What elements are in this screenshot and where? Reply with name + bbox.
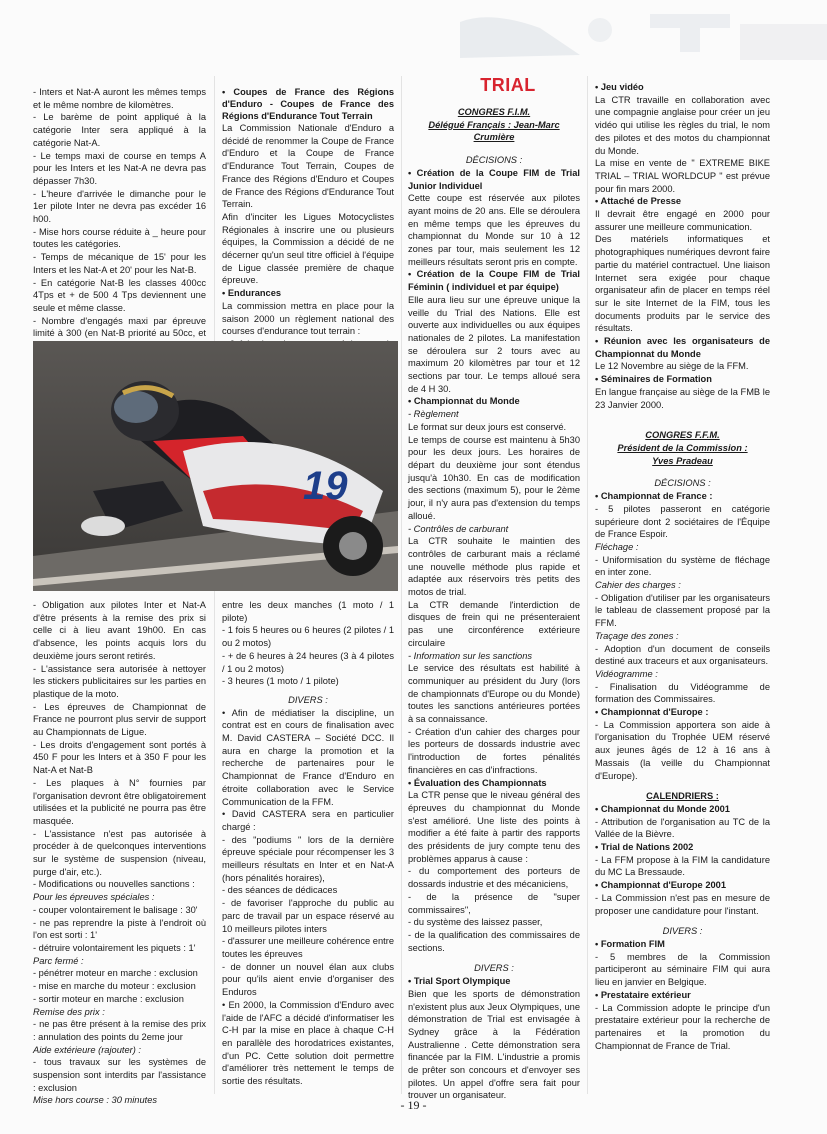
column-1-bottom xyxy=(33,599,206,1107)
divers-heading: DIVERS : xyxy=(288,694,328,705)
paragraph: - Les droits d'engagement sont portés à 450 F pour les Inters et à 350 F pour les Nat-A et Nat-B xyxy=(33,739,206,776)
paragraph: - de donner un nouvel élan aux clubs pour qu'ils aient envie d'organiser des Enduros xyxy=(222,961,394,998)
paragraph: - Nombre d'engagés maxi par épreuve limité à 300 (en Nat-B priorité au 50cc, et xyxy=(33,315,206,339)
paragraph: Traçage des zones : xyxy=(595,630,679,641)
congres-fim-heading: CONGRES F.I.M. xyxy=(457,107,531,117)
paragraph: - Information sur les sanctions xyxy=(408,650,533,661)
paragraph: • Formation FIM xyxy=(595,939,665,949)
paragraph: - d'assurer une meilleure cohérence entre toutes les épreuves xyxy=(222,936,394,959)
paragraph: entre les deux manches (1 moto / 1 pilote) xyxy=(222,600,394,623)
paragraph: • Championnat du Monde xyxy=(408,396,520,407)
svg-text:19: 19 xyxy=(303,464,348,508)
paragraph: - Obligation aux pilotes Inter et Nat-A d'être présents à la remise des prix si celle ci à lieu avant 19h00. En cas d'absence, les points acquis lors du deuxième jours seront retirés. xyxy=(33,600,206,661)
paragraph: Afin d'inciter les Ligues Motocyclistes Régionales à inscrire une ou plusieurs équipes, la Commission a décidé de ne décerner qu'un seul titre officiel à l'équipe de Ligue classée première de chaque épreuve. xyxy=(222,211,394,286)
paragraph: - L'assistance sera autorisée à nettoyer les stickers publicitaires sur les parties en plastique de la moto. xyxy=(33,663,206,699)
column-4 xyxy=(595,81,770,1052)
paragraph: - pénétrer moteur en marche : exclusion xyxy=(33,968,198,979)
paragraph: La CTR travaille en collaboration avec une compagnie anglaise pour créer un jeu vidéo qui utilise les règles du trial, le nom des pilotes et des motos du championnat du Monde. xyxy=(595,94,770,156)
paragraph: Bien que les sports de démonstration n'existent plus aux Jeux Olympiques, une démonstration de Trial est envisagée à Sydney grâce à la Fédération Australienne . Cette démonstration sera financée par la FIM. L'industrie a promis de prêter son concours et d'envoyer ses pilotes. Un appel d'offre sera fait pour trouver un organisateur. xyxy=(408,988,580,1101)
paragraph: • Jeu vidéo xyxy=(595,82,644,92)
paragraph: Vidéogramme : xyxy=(595,668,658,679)
paragraph: - Les épreuves de Championnat de France ne pourront plus servir de support au Championnats de Ligue. xyxy=(33,701,206,738)
paragraph: - La Commission adopte le principe d'un prestataire extérieur pour la recherche de partenaires et la promotion du Championnat de France de Trial. xyxy=(595,1002,770,1051)
paragraph: Parc fermé : xyxy=(33,955,84,966)
decisions-heading: DÉCISIONS : xyxy=(465,155,523,166)
paragraph: - 5 membres de la Commission participeront au séminaire FIM qui aura lieu en janvier en Belgique. xyxy=(595,951,770,988)
paragraph: - Mise hors course réduite à _ heure pour toutes les catégories. xyxy=(33,226,206,250)
paragraph: • Attaché de Presse xyxy=(595,196,682,207)
paragraph: Elle aura lieu sur une épreuve unique la veille du Trial des Nations. Elle est ouverte aux individuelles ou aux équipes nationales de 2 pilotes. La manifestation se déroulera sur 2 tours avec au maximum 20 kilomètres par tour et 12 sections par tour. Le temps alloué sera de 4 H 30. xyxy=(408,294,580,394)
paragraph: Pour les épreuves spéciales : xyxy=(33,892,155,903)
paragraph: - Inters et Nat-A auront les mêmes temps et le même nombre de kilomètres. xyxy=(33,87,206,110)
paragraph: - sortir moteur en marche : exclusion xyxy=(33,993,184,1004)
endurances-heading: • Endurances xyxy=(222,288,282,299)
paragraph: - tous travaux sur les systèmes de suspension sont interdits par l'assistance : exclusion xyxy=(33,1057,206,1093)
paragraph: • Championnat d'Europe : xyxy=(595,707,709,718)
paragraph: - couper volontairement le balisage : 30' xyxy=(33,904,198,915)
paragraph: En langue française au siège de la FMB le 23 Janvier 2000. xyxy=(595,386,770,410)
paragraph: Des matériels informatiques et photographiques numériques devront faire partie du matériel contractuel. Une liaison Internet sera exigée pour chaque organisateur afin de placer en temps réel sur le site Internet de la FIM, tous les documents produits par le service des résultats. xyxy=(595,234,770,334)
paragraph: La Commission Nationale d'Enduro a décidé de renommer la Coupe de France d'Enduro et la Coupe de France d'Endurance Tout Terrain, Coupes de France des Régions d'Enduro et Coupes de France des Régions d'Endurance Tout Terrain. xyxy=(222,123,394,210)
paragraph: • Création de la Coupe FIM de Trial Junior Individuel xyxy=(408,167,580,191)
column-3 xyxy=(408,106,580,1102)
column-divider xyxy=(401,76,402,1094)
paragraph: La CTR souhaite le maintien des contrôles de carburant mais a réclamé une nouvelle méthode plus rapide et adaptée aux réservoirs très petits des motos de trial. xyxy=(408,536,580,598)
paragraph: Cette coupe est réservée aux pilotes ayant moins de 20 ans. Elle se déroulera en même temps que les épreuves du championnat du Monde sur 10 à 12 zones par tour, mais seulement les 12 meilleurs résultats seront pris en compte. xyxy=(408,193,580,267)
calendriers-heading: CALENDRIERS : xyxy=(646,791,719,802)
paragraph: - Modifications ou nouvelles sanctions : xyxy=(33,879,195,890)
paragraph: - des "podiums " lors de la dernière épreuve spéciale pour récompenser les 3 meilleurs résultats en Inter et en Nat-A (hors pénalités horaires), xyxy=(222,834,394,883)
paragraph: - des séances de dédicaces xyxy=(222,885,338,896)
column-1-top xyxy=(33,86,206,353)
paragraph: - Le barème de point appliqué à la catégorie Inter sera appliqué à la catégorie Nat-A. xyxy=(33,112,206,148)
paragraph: Fléchage : xyxy=(595,541,639,552)
paragraph: - mise en marche du moteur : exclusion xyxy=(33,981,196,992)
enduro-heading: • Coupes de France des Régions d'Enduro - Coupes de France des Régions d'Endurance Tout Terrain xyxy=(222,87,394,121)
divers-heading: DIVERS : xyxy=(474,963,514,974)
paragraph: - En catégorie Nat-B les classes 400cc 4Tps et + de 500 4 Tps deviennent une seule et même classe. xyxy=(33,277,206,313)
column-2-top xyxy=(222,86,394,363)
paragraph: - + de 6 heures à 24 heures (3 à 4 pilotes / 1 ou 2 motos) xyxy=(222,650,394,674)
paragraph: - 3 heures (1 moto / 1 pilote) xyxy=(222,676,339,687)
paragraph: - Temps de mécanique de 15' pour les Inters et les Nat-A et 20' pour les Nat-B. xyxy=(33,252,206,275)
president-name: Yves Pradeau xyxy=(652,455,713,466)
paragraph: - L'assistance n'est pas autorisée à procéder à de quelconques interventions sur le système de suspension (niveau, purge d'air, etc.). xyxy=(33,828,206,877)
decisions-heading: DÉCISIONS : xyxy=(654,478,711,489)
paragraph: Le format sur deux jours est conservé. xyxy=(408,421,567,432)
paragraph: • Réunion avec les organisateurs de Championnat du Monde xyxy=(595,336,770,359)
paragraph: La CTR pense que le niveau général des épreuves du championnat du Monde s'est amélioré. Une liste des points à modifier a été faite à partir des rapports des présidents de jury compte tenu des problèmes apparus à cause : xyxy=(408,790,580,864)
paragraph: - Contrôles de carburant xyxy=(408,523,509,534)
paragraph: Le service des résultats est habilité à communiquer au président du Jury (lors de championnats d'Europe ou du Monde) toutes les sanctions antérieures portées à sa connaissance. xyxy=(408,663,580,725)
paragraph: - Règlement xyxy=(408,409,459,420)
paragraph: - Les plaques à N° fournies par l'organisation devront être obligatoirement utilisées et la publicité ne pourra pas être masquée. xyxy=(33,777,206,826)
paragraph: - du système des laissez passer, xyxy=(408,917,543,928)
paragraph: - Obligation d'utiliser par les organisateurs le tableau de classement proposé par la FFM. xyxy=(595,592,770,629)
paragraph: • Afin de médiatiser la discipline, un contrat est en cours de finalisation avec M. David CASTERA – Société DCC. Il aura en charge la promotion et la recherche de partenaires pour le Championnat de France d'Enduro en étroite collaboration avec le Service Communication de la FFM. xyxy=(222,707,394,807)
paragraph: La mise en vente de " EXTREME BIKE TRIAL – TRIAL WORLDCUP " est prévue pour fin mars 2000. xyxy=(595,158,770,194)
paragraph: • Trial de Nations 2002 xyxy=(595,842,694,853)
paragraph: La commission mettra en place pour la saison 2000 un règlement national des courses d'endurance tout terrain : xyxy=(222,300,394,337)
paragraph: - La FFM propose à la FIM la candidature du MC La Bressaude. xyxy=(595,854,770,878)
paragraph: • David CASTERA sera en particulier chargé : xyxy=(222,809,394,832)
congres-ffm-heading: CONGRES F.F.M. xyxy=(645,430,720,441)
paragraph: Il devrait être engagé en 2000 pour assurer une meilleure communication. xyxy=(595,209,770,232)
paragraph: • Championnat de France : xyxy=(595,491,713,502)
column-divider xyxy=(587,76,588,1094)
delegue-heading: Délégué Français : Jean-Marc Crumière xyxy=(428,119,560,143)
sport-heading: • Trial Sport Olympique xyxy=(408,976,511,987)
paragraph: - La Commission apportera son aide à l'organisation du Trophée UEM réservé aux jeunes âgés de 12 à 16 ans à Massais (la veille du Championnat d'Europe). xyxy=(595,719,770,781)
paragraph: - La Commission n'est pas en mesure de proposer une candidature pour l'instant. xyxy=(595,892,770,916)
paragraph: - 1 fois 5 heures ou 6 heures (2 pilotes / 1 ou 2 motos) xyxy=(222,625,394,649)
paragraph: - 5 pilotes passeront en catégorie supérieure dont 2 sociétaires de l'Équipe de France Espoir. xyxy=(595,503,770,540)
paragraph: - détruire volontairement les piquets : 1' xyxy=(33,942,196,953)
header-decoration xyxy=(400,0,827,60)
paragraph: - du comportement des porteurs de dossards industrie et des mécaniciens, xyxy=(408,866,580,890)
paragraph: - de la qualification des commissaires de sections. xyxy=(408,930,580,953)
paragraph: • Prestataire extérieur xyxy=(595,989,691,1000)
paragraph: • Évaluation des Championnats xyxy=(408,777,547,788)
divers-heading: DIVERS : xyxy=(662,926,703,937)
paragraph: La CTR demande l'interdiction de disques de frein qui ne présenteraient pas une circonférence extérieure circulaire xyxy=(408,599,580,648)
page-number: - 19 - xyxy=(400,1098,427,1112)
paragraph: Le 12 Novembre au siège de la FFM. xyxy=(595,361,749,372)
president-heading: Président de la Commission : xyxy=(617,442,748,453)
paragraph: Remise des prix : xyxy=(33,1006,105,1017)
paragraph: • Création de la Coupe FIM de Trial Féminin ( individuel et par équipe) xyxy=(408,269,580,293)
paragraph: - de favoriser l'approche du public au parc de travail par un espace réservé au 10 meilleurs pilotes inters xyxy=(222,898,394,934)
paragraph: Aide extérieure (rajouter) : xyxy=(33,1044,141,1055)
paragraph: • Séminaires de Formation xyxy=(595,374,712,385)
paragraph: - ne pas reprendre la piste à l'endroit où l'on est sorti : 1' xyxy=(33,917,206,941)
section-title: TRIAL xyxy=(480,75,536,95)
paragraph: - Uniformisation du système de fléchage en inter zone. xyxy=(595,554,770,578)
paragraph: • En 2000, la Commission d'Enduro avec l'aide de l'AFC a décidé d'informatiser les C-H par la mise en place à chaque C-H en parallèle des horodatrices existantes, d'un PC. Cette solution doit permettre d'améliorer très nettement le temps de sortie des résultats. xyxy=(222,999,394,1087)
paragraph: - Adoption d'un document de conseils destiné aux traceurs et aux organisateurs. xyxy=(595,643,770,667)
paragraph: Le temps de course est maintenu à 5h30 pour les deux jours. Les horaires de départ du deuxième jour sont étendus jusqu'à 10h30. En cas de modification des sections (maximum 5), pour le 2ème jour, il n'y aura pas d'extension du temps alloué. xyxy=(408,434,580,521)
paragraph: - Création d'un cahier des charges pour les porteurs de dossards industrie avec l'introduction de fortes pénalités financières en cas d'infractions. xyxy=(408,726,580,775)
paragraph: - Le temps maxi de course en temps A pour les Inters et les Nat-A ne devra pas dépasser 7h30. xyxy=(33,150,206,186)
paragraph: - Attribution de l'organisation au TC de la Vallée de la Bièvre. xyxy=(595,816,770,840)
paragraph: - ne pas être présent à la remise des prix : annulation des points du 2eme jour xyxy=(33,1019,206,1042)
motorcycle-photo xyxy=(33,341,398,591)
paragraph: - de la présence de "super commissaires", xyxy=(408,891,580,915)
paragraph: - Finalisation du Vidéogramme de formation des Commissaires. xyxy=(595,681,770,705)
paragraph: • Championnat du Monde 2001 xyxy=(595,803,730,814)
paragraph: • Championnat d'Europe 2001 xyxy=(595,880,726,891)
paragraph: Mise hors course : 30 minutes xyxy=(33,1095,158,1106)
paragraph: - L'heure d'arrivée le dimanche pour le 1er pilote Inter ne devra pas excéder 16 h00. xyxy=(33,188,206,225)
paragraph: Cahier des charges : xyxy=(595,580,681,591)
column-2-bottom xyxy=(222,599,394,1088)
